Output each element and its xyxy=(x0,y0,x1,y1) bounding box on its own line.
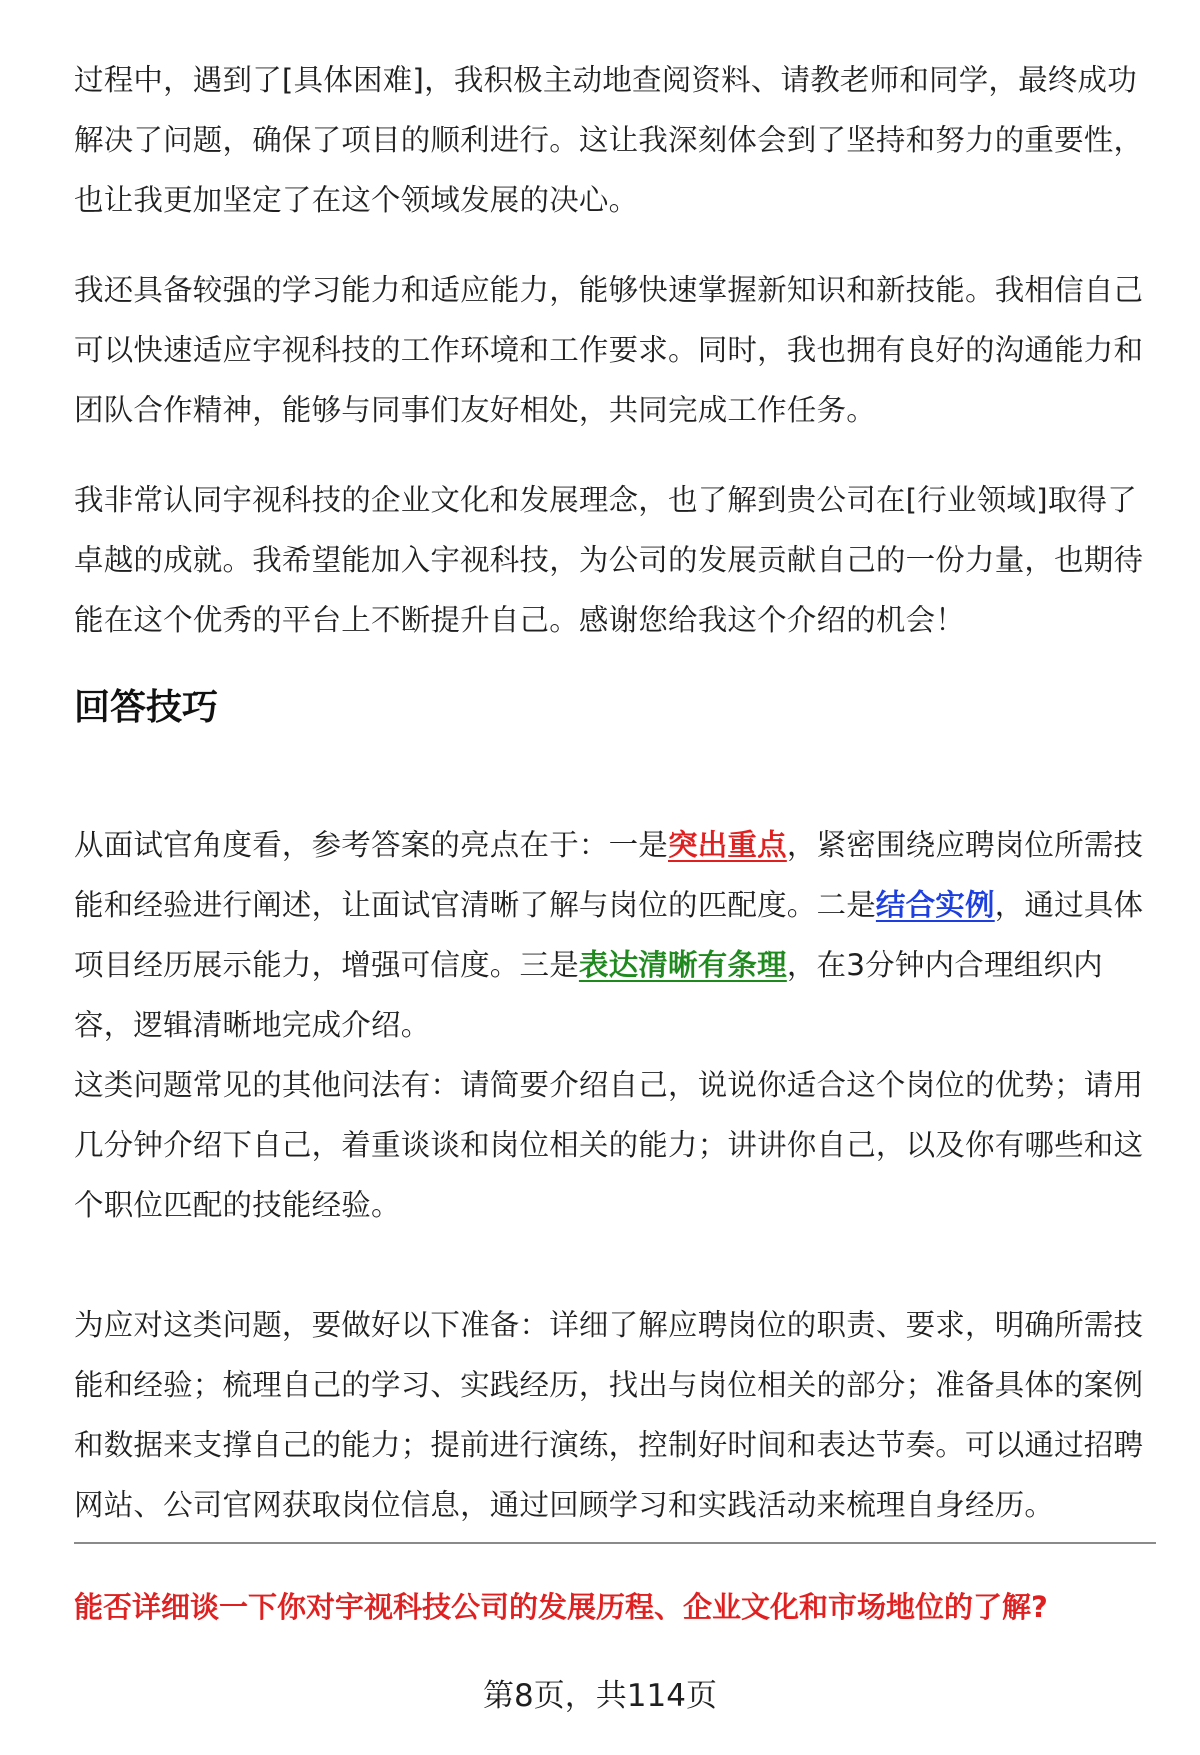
intro-paragraph-2: 我还具备较强的学习能力和适应能力，能够快速掌握新知识和新技能。我相信自己可以快速适应宇视科技的工作环境和工作要求。同时，我也拥有良好的沟通能力和团队合作精神，能够与同事们友好相处，共同完成工作任务。 xyxy=(74,273,1144,427)
alt-questions-paragraph: 这类问题常见的其他问法有：请简要介绍自己，说说你适合这个岗位的优势；请用几分钟介绍下自己，着重谈谈和岗位相关的能力；讲讲你自己，以及你有哪些和这个职位匹配的技能经验。 xyxy=(74,1068,1144,1222)
intro-paragraph-3: 我非常认同宇视科技的企业文化和发展理念，也了解到贵公司在[行业领域]取得了卓越的成就。我希望能加入宇视科技，为公司的发展贡献自己的一份力量，也期待能在这个优秀的平台上不断提升自己。感谢您给我这个介绍的机会！ xyxy=(74,483,1144,637)
preparation-paragraph: 为应对这类问题，要做好以下准备：详细了解应聘岗位的职责、要求，明确所需技能和经验；梳理自己的学习、实践经历，找出与岗位相关的部分；准备具体的案例和数据来支撑自己的能力；提前进行演练，控制好时间和表达节奏。可以通过招聘网站、公司官网获取岗位信息，通过回顾学习和实践活动来梳理自身经历。 xyxy=(74,1308,1144,1522)
tips-text-1: 从面试官角度看，参考答案的亮点在于：一是 xyxy=(74,828,669,862)
highlight-examples: 结合实例 xyxy=(875,888,995,922)
highlight-key-point: 突出重点 xyxy=(668,828,787,862)
tips-paragraph xyxy=(74,815,1156,1055)
section-heading: 回答技巧 xyxy=(74,687,219,728)
intro-paragraph-1: 过程中，遇到了[具体困难]，我积极主动地查阅资料、请教老师和同学，最终成功解决了问题，确保了项目的顺利进行。这让我深刻体会到了坚持和努力的重要性，也让我更加坚定了在这个领域发展的决心。 xyxy=(74,63,1144,217)
page-footer: 第8页，共114页 xyxy=(483,1678,717,1714)
section-divider xyxy=(74,1542,1156,1544)
next-question: 能否详细谈一下你对宇视科技公司的发展历程、企业文化和市场地位的了解? xyxy=(74,1590,1048,1624)
highlight-clear-expression: 表达清晰有条理 xyxy=(578,948,787,982)
tips-text-2: ，紧密围绕应聘岗位所需技能和经验进行阐述，让面试官清晰了解与岗位的匹配度。二是 xyxy=(74,828,1144,922)
tips-text-3: ，通过具体项目经历展示能力，增强可信度。三是 xyxy=(74,888,1144,982)
tips-text-4: ，在3分钟内合理组织内容，逻辑清晰地完成介绍。 xyxy=(74,948,1103,1042)
